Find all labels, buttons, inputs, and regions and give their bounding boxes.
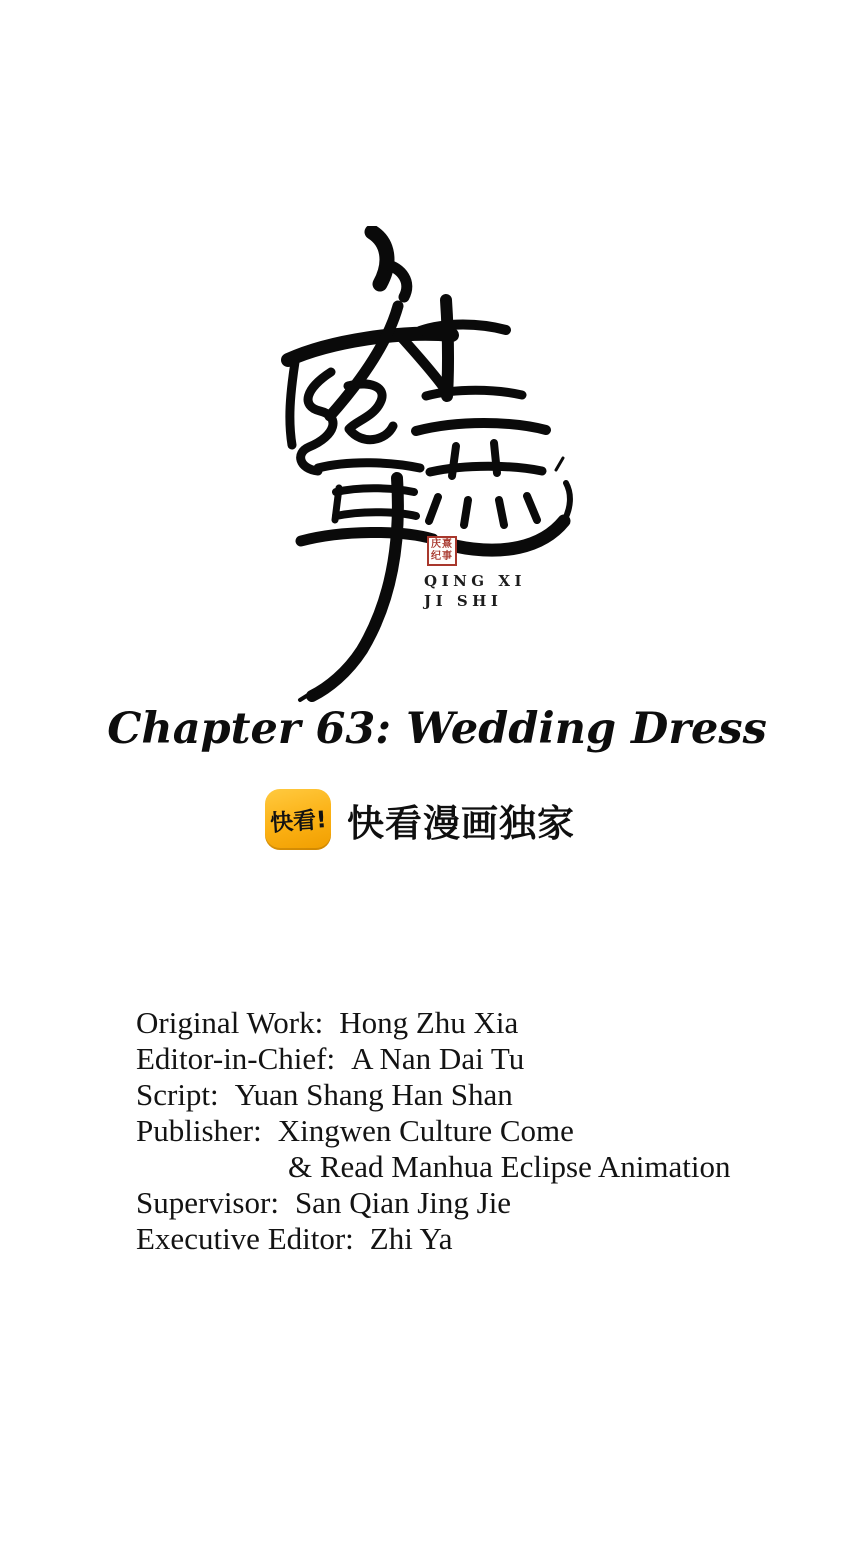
credit-line-script (136, 1077, 731, 1113)
platform-exclusive-banner (265, 789, 575, 850)
credit-value: San Qian Jing Jie (294, 1185, 512, 1220)
credit-value: Zhi Ya (369, 1221, 453, 1256)
calligraphy-logo (280, 226, 580, 711)
credit-label: Script: (136, 1077, 219, 1112)
seal-characters-bottom: 纪事 (431, 551, 453, 562)
credit-line-publisher (136, 1113, 731, 1149)
logo-romanization-line1: QING XI (424, 572, 526, 590)
credit-value: Xingwen Culture Come (277, 1113, 574, 1148)
chapter-title: Chapter 63: Wedding Dress (107, 704, 767, 754)
credit-label: Editor-in-Chief: (136, 1041, 336, 1076)
credits-block (136, 1005, 731, 1257)
credit-label: Publisher: (136, 1113, 262, 1148)
kuaikan-app-icon (265, 789, 331, 850)
credit-value: Hong Zhu Xia (339, 1005, 519, 1040)
logo-romanization-line2: JI SHI (424, 592, 503, 610)
credit-label: Executive Editor: (136, 1221, 354, 1256)
credit-line-supervisor (136, 1185, 731, 1221)
credit-line-original-work (136, 1005, 731, 1041)
platform-exclusive-label: 快看漫画独家 (347, 801, 575, 845)
credit-line-editor-in-chief (136, 1041, 731, 1077)
logo-romanization (424, 571, 526, 611)
credit-line-executive-editor (136, 1221, 731, 1257)
credit-value: A Nan Dai Tu (351, 1041, 525, 1076)
calligraphy-logo-art (280, 226, 580, 711)
credit-line-publisher-continued (136, 1149, 731, 1185)
logo-seal-stamp (427, 536, 457, 566)
seal-characters-top: 庆熹 (431, 539, 453, 550)
credit-label: Original Work: (136, 1005, 324, 1040)
credit-value: & Read Manhua Eclipse Animation (288, 1149, 731, 1184)
credit-value: Yuan Shang Han Shan (234, 1077, 513, 1112)
kuaikan-icon-text: 快看! (269, 807, 328, 837)
credit-label: Supervisor: (136, 1185, 279, 1220)
